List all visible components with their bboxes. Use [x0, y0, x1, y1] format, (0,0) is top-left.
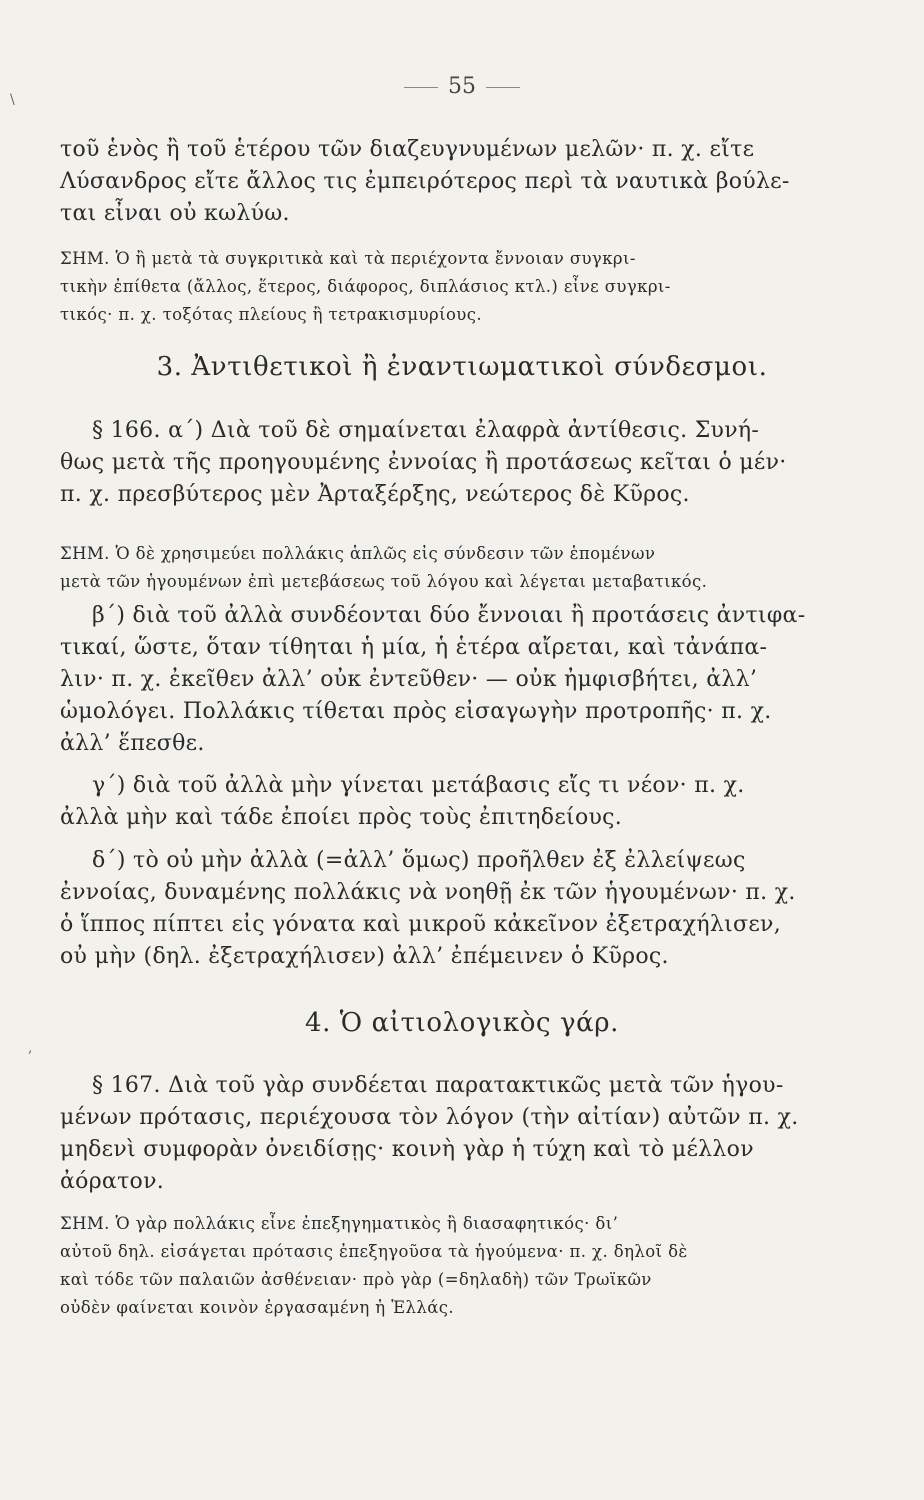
text-line: ἀόρατον.	[60, 1169, 165, 1194]
text-line: τικαί, ὥστε, ὅταν τίθηται ἡ μία, ἡ ἑτέρα αἴρεται, καὶ τἀνάπα-	[60, 635, 768, 660]
note-line: ΣΗΜ. Ὁ γὰρ πολλάκις εἶνε ἐπεξηγηματικὸς ἢ διασαφητικός· δι’	[60, 1214, 619, 1233]
margin-mark: \	[10, 92, 15, 108]
note-line: καὶ τόδε τῶν παλαιῶν ἀσθένειαν· πρὸ γὰρ (=δηλαδὴ) τῶν Τρωϊκῶν	[60, 1270, 652, 1289]
text-line: ἀλλὰ μὴν καὶ τάδε ἐποίει πρὸς τοὺς ἐπιτηδείους.	[60, 805, 623, 830]
paragraph-gamma	[60, 770, 810, 834]
text-line: Λύσανδρος εἴτε ἄλλος τις ἐμπειρότερος περὶ τὰ ναυτικὰ βούλε-	[60, 169, 790, 194]
paragraph-beta	[60, 600, 810, 760]
text-line: β΄) διὰ τοῦ ἀλλὰ συνδέονται δύο ἔννοιαι ἢ προτάσεις ἀντιφα-	[92, 603, 806, 628]
text-line: λιν· π. χ. ἐκεῖθεν ἀλλ’ οὐκ ἐντεῦθεν· — οὐκ ἠμφισβήτει, ἀλλ’	[60, 667, 758, 692]
note-line: ΣΗΜ. Ὁ δὲ χρησιμεύει πολλάκις ἁπλῶς εἰς σύνδεσιν τῶν ἑπομένων	[60, 544, 656, 563]
text-line: τοῦ ἑνὸς ἢ τοῦ ἑτέρου τῶν διαζευγνυμένων μελῶν· π. χ. εἴτε	[60, 137, 755, 162]
section-heading-4: 4. Ὁ αἰτιολογικὸς γάρ.	[304, 1008, 620, 1038]
text-line: μένων πρότασις, περιέχουσα τὸν λόγον (τὴν αἰτίαν) αὐτῶν π. χ.	[60, 1105, 799, 1130]
note-line: τικός· π. χ. τοξότας πλείους ἢ τετρακισμυρίους.	[60, 305, 483, 324]
page-number: 55	[0, 74, 924, 99]
note-line: ΣΗΜ. Ὁ ἢ μετὰ τὰ συγκριτικὰ καὶ τὰ περιέχοντα ἔννοιαν συγκρι-	[60, 249, 636, 268]
text-line: ὁ ἵππος πίπτει εἰς γόνατα καὶ μικροῦ κἀκεῖνον ἐξετραχήλισεν,	[60, 912, 782, 937]
text-line: § 166. α΄) Διὰ τοῦ δὲ σημαίνεται ἐλαφρὰ ἀντίθεσις. Συνή-	[92, 418, 760, 443]
note-comparative	[60, 245, 810, 329]
note-line: οὐδὲν φαίνεται κοινὸν ἐργασαμένη ἡ Ἑλλάς.	[60, 1298, 455, 1317]
text-line: § 167. Διὰ τοῦ γὰρ συνδέεται παρατακτικῶς μετὰ τῶν ἡγου-	[92, 1073, 784, 1098]
text-line: μηδενὶ συμφορὰν ὀνειδίσῃς· κοινὴ γὰρ ἡ τύχη καὶ τὸ μέλλον	[60, 1137, 754, 1162]
note-line: τικὴν ἐπίθετα (ἄλλος, ἕτερος, διάφορος, διπλάσιος κτλ.) εἶνε συγκρι-	[60, 277, 671, 296]
dash-left	[404, 87, 438, 88]
text-line: ὡμολόγει. Πολλάκις τίθεται πρὸς εἰσαγωγὴν προτροπῆς· π. χ.	[60, 699, 772, 724]
text-line: ἀλλ’ ἕπεσθε.	[60, 731, 205, 756]
text-line: θως μετὰ τῆς προηγουμένης ἐννοίας ἢ προτάσεως κεῖται ὁ μέν·	[60, 450, 787, 475]
text-line: ται εἶναι οὐ κωλύω.	[60, 201, 290, 226]
paragraph-166	[60, 415, 810, 511]
text-line: γ΄) διὰ τοῦ ἀλλὰ μὴν γίνεται μετάβασις εἴς τι νέον· π. χ.	[92, 773, 745, 798]
note-gar	[60, 1210, 810, 1322]
text-line: π. χ. πρεσβύτερος μὲν Ἀρταξέρξης, νεώτερος δὲ Κῦρος.	[60, 482, 690, 507]
paragraph-167	[60, 1070, 810, 1198]
note-de	[60, 540, 810, 596]
paragraph-continuation	[60, 134, 810, 230]
note-line: μετὰ τῶν ἡγουμένων ἐπὶ μετεβάσεως τοῦ λόγου καὶ λέγεται μεταβατικός.	[60, 572, 708, 591]
paragraph-delta	[60, 845, 810, 973]
text-line: δ΄) τὸ οὐ μὴν ἀλλὰ (=ἀλλ’ ὅμως) προῆλθεν ἐξ ἐλλείψεως	[92, 848, 746, 873]
note-line: αὐτοῦ δηλ. εἰσάγεται πρότασις ἐπεξηγοῦσα τὰ ἡγούμενα· π. χ. δηλοῖ δὲ	[60, 1242, 688, 1261]
text-line: ἐννοίας, δυναμένης πολλάκις νὰ νοηθῇ ἐκ τῶν ἡγουμένων· π. χ.	[60, 880, 796, 905]
margin-mark: ,	[28, 1040, 33, 1056]
text-line: οὐ μὴν (δηλ. ἐξετραχήλισεν) ἀλλ’ ἐπέμεινεν ὁ Κῦρος.	[60, 944, 669, 969]
section-heading-3: 3. Ἀντιθετικοὶ ἢ ἐναντιωματικοὶ σύνδεσμοι.	[156, 352, 768, 382]
dash-right	[486, 87, 520, 88]
